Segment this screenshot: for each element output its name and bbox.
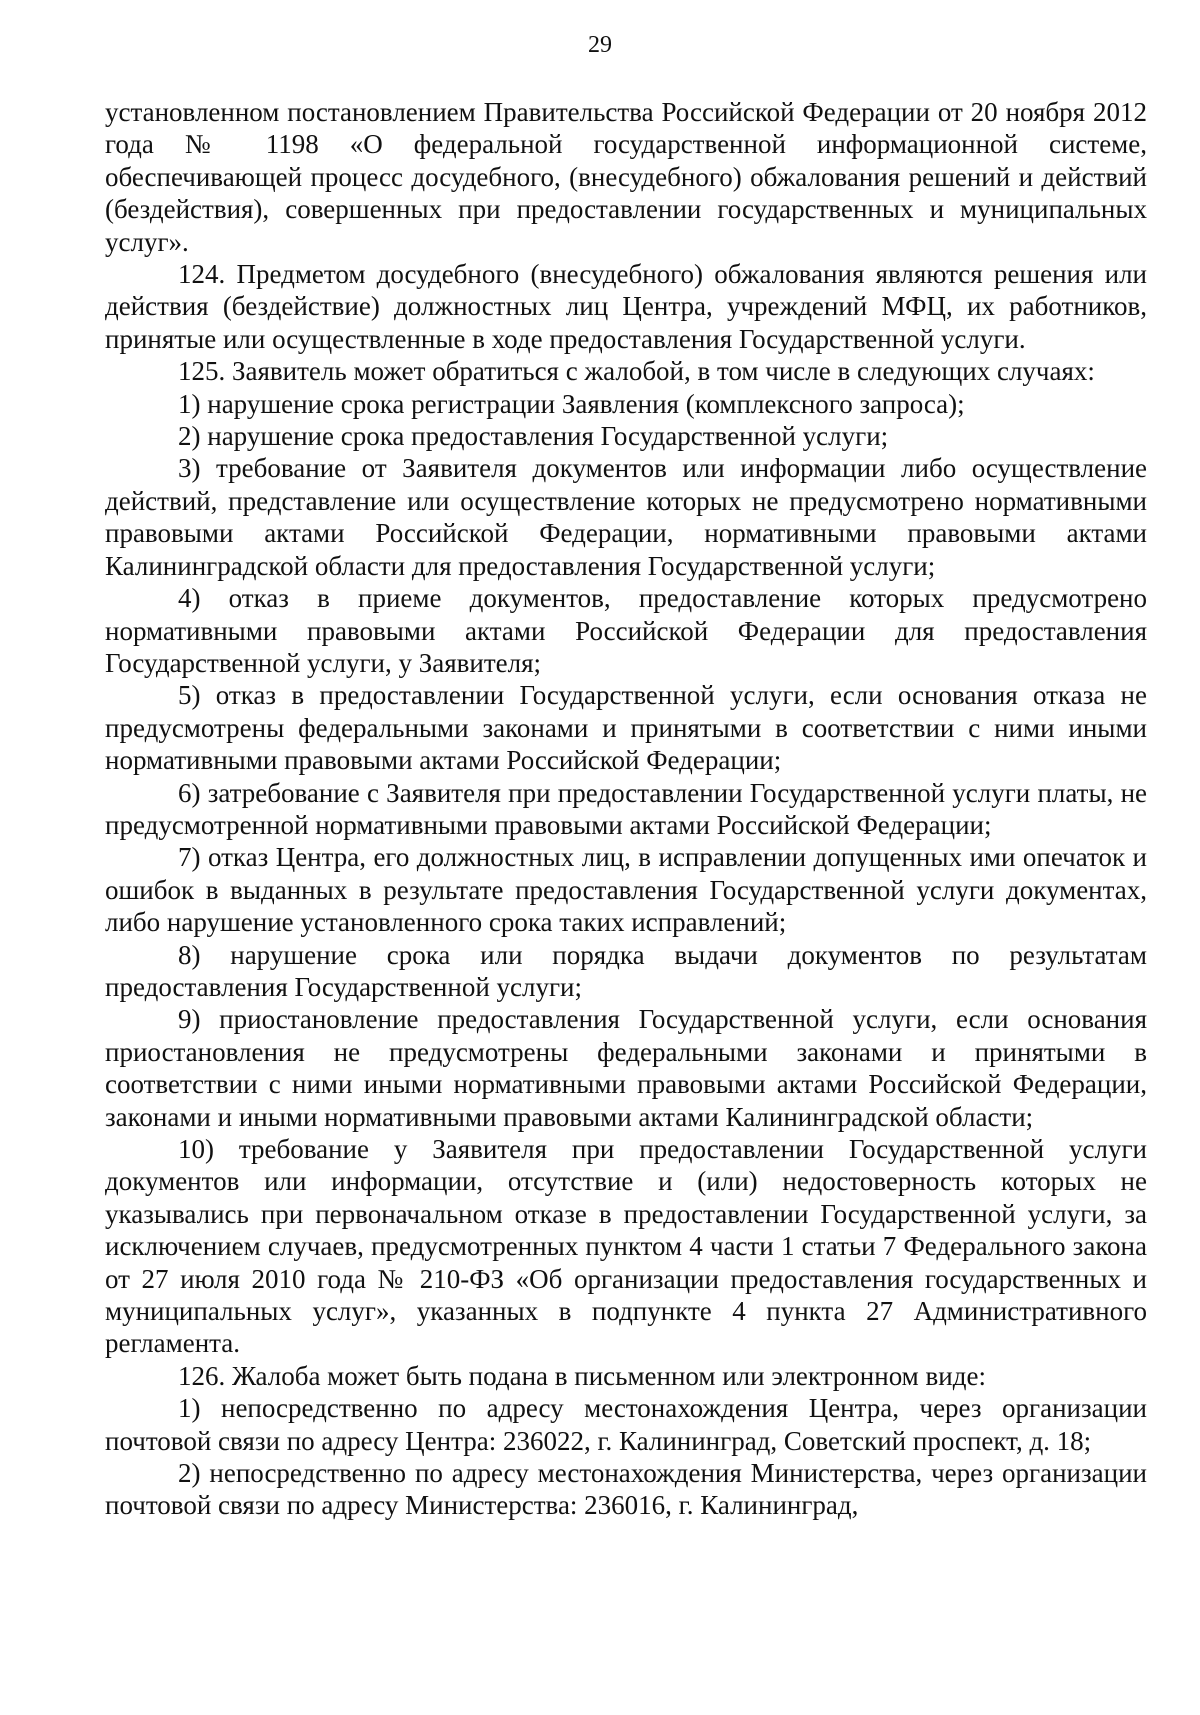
list-item: 3) требование от Заявителя документов или информации либо осуществление действий, представление или осуществление которых не предусмотрено нормативными правовыми актами Российской Федерации, нормативными правовыми актами Калининградской области для предоставления Государственной услуги;: [105, 453, 1147, 581]
list-item: 6) затребование с Заявителя при предоставлении Государственной услуги платы, не предусмотренной нормативными правовыми актами Российской Федерации;: [105, 777, 1147, 840]
list-item: 9) приостановление предоставления Государственной услуги, если основания приостановления не предусмотрены федеральными законами и принятыми в соответствии с ними иными нормативными правовыми актами Российской Федерации, законами и иными нормативными правовыми актами Калининградской области;: [105, 1004, 1147, 1132]
list-item: 10) требование у Заявителя при предоставлении Государственной услуги документов или информации, отсутствие и (или) недостоверность которых не указывались при первоначальном отказе в предоставлении Государственной услуги, за исключением случаев, предусмотренных пунктом 4 части 1 статьи 7 Федерального закона от 27 июля 2010 года № 210-ФЗ «Об организации предоставления государственных и муниципальных услуг», указанных в подпункте 4 пункта 27 Административного регламента.: [105, 1134, 1147, 1359]
paragraph: 125. Заявитель может обратиться с жалобой, в том числе в следующих случаях:: [178, 356, 1095, 387]
paragraph: 126. Жалоба может быть подана в письменном или электронном виде:: [178, 1360, 986, 1391]
list-item: 7) отказ Центра, его должностных лиц, в исправлении допущенных ими опечаток и ошибок в выданных в результате предоставления Государственной услуги документах, либо нарушение установленного срока таких исправлений;: [105, 842, 1147, 938]
list-item: 4) отказ в приеме документов, предоставление которых предусмотрено нормативными правовыми актами Российской Федерации для предоставления Государственной услуги, у Заявителя;: [105, 583, 1147, 678]
list-item: 2) нарушение срока предоставления Государственной услуги;: [178, 421, 889, 452]
list-item: 1) непосредственно по адресу местонахождения Центра, через организации почтовой связи по адресу Центра: 236022, г. Калининград, Советский проспект, д. 18;: [105, 1393, 1147, 1456]
list-item: 2) непосредственно по адресу местонахождения Министерства, через организации почтовой связи по адресу Министерства: 236016, г. Калининград,: [105, 1458, 1147, 1521]
page-number: 29: [588, 32, 612, 58]
list-item: 1) нарушение срока регистрации Заявления (комплексного запроса);: [178, 388, 965, 419]
paragraph: установленном постановлением Правительства Российской Федерации от 20 ноября 2012 года № 1198 «О федеральной государственной информационной системе, обеспечивающей процесс досудебного, (внесудебного) обжалования решений и действий (бездействия), совершенных при предоставлении государственных и муниципальных услуг».: [105, 97, 1147, 257]
list-item: 5) отказ в предоставлении Государственной услуги, если основания отказа не предусмотрены федеральными законами и принятыми в соответствии с ними иными нормативными правовыми актами Российской Федерации;: [105, 680, 1147, 776]
list-item: 8) нарушение срока или порядка выдачи документов по результатам предоставления Государственной услуги;: [105, 939, 1147, 1002]
paragraph: 124. Предметом досудебного (внесудебного) обжалования являются решения или действия (бездействие) должностных лиц Центра, учреждений МФЦ, их работников, принятые или осуществленные в ходе предоставления Государственной услуги.: [105, 259, 1147, 354]
document-body: [105, 96, 1147, 1522]
